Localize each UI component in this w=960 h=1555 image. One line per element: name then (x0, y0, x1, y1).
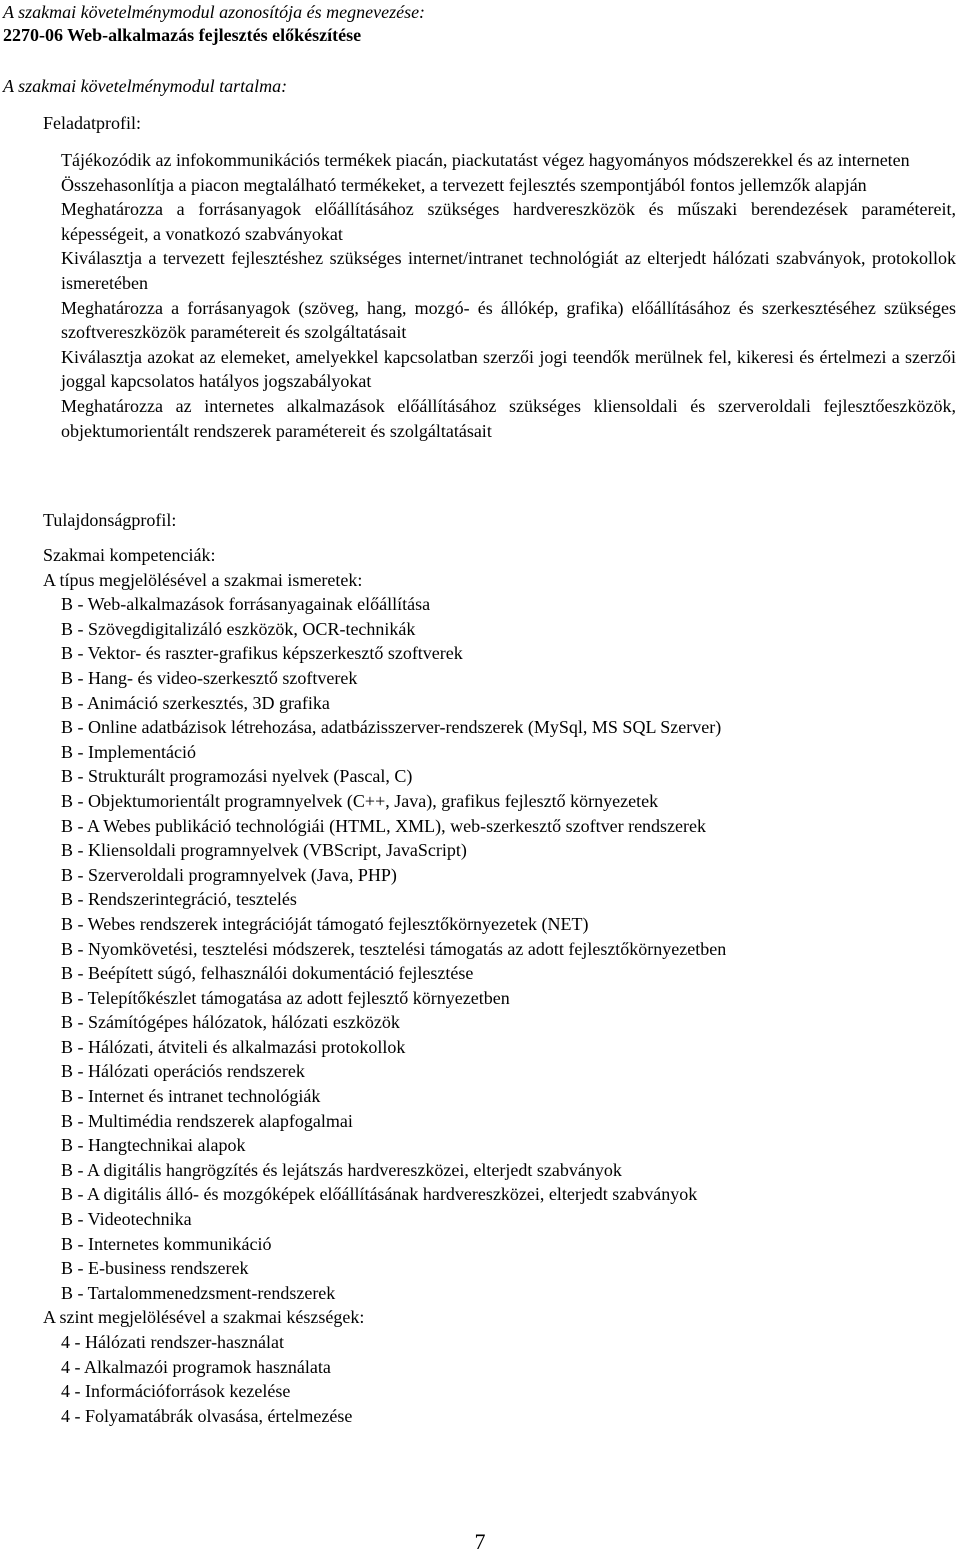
task-item: Kiválasztja a tervezett fejlesztéshez szükséges internet/intranet technológiát az elterjedt hálózati szabványok, protokollok ismeretében (61, 248, 956, 293)
task-item: Tájékozódik az infokommunikációs termékek piacán, piackutatást végez hagyományos módszerekkel és az interneten (61, 150, 910, 170)
knowledge-item: B - Webes rendszerek integrációját támogató fejlesztőkörnyezetek (NET) (61, 913, 589, 934)
knowledge-heading: A típus megjelölésével a szakmai ismeretek: (43, 569, 363, 590)
knowledge-item: B - A digitális hangrögzítés és lejátszás hardvereszközei, elterjedt szabványok (61, 1159, 622, 1180)
task-item: Meghatározza az internetes alkalmazások előállításához szükséges kliensoldali és szerveroldali fejlesztőeszközök, objektumorientált rendszerek paramétereit és szolgáltatásait (61, 395, 956, 441)
knowledge-item: B - Kliensoldali programnyelvek (VBScript, JavaScript) (61, 840, 467, 861)
knowledge-item: B - Implementáció (61, 741, 196, 762)
knowledge-item: B - Strukturált programozási nyelvek (Pascal, C) (61, 766, 413, 787)
task-profile-heading: Feladatprofil: (43, 113, 141, 133)
skill-item: 4 - Hálózati rendszer-használat (61, 1332, 285, 1352)
knowledge-item: B - Számítógépes hálózatok, hálózati eszközök (61, 1012, 400, 1033)
task-item: Meghatározza a forrásanyagok (szöveg, hang, mozgó- és állókép, grafika) előállításához és szerkesztéséhez szükséges szoftvereszközök paramétereit és szolgáltatásait (61, 297, 956, 343)
skills-list (43, 1330, 943, 1428)
skill-item: 4 - Információforrások kezelése (61, 1381, 291, 1402)
knowledge-item: B - A Webes publikáció technológiái (HTML, XML), web-szerkesztő szoftver rendszerek (61, 815, 707, 836)
knowledge-item: B - Hangtechnikai alapok (61, 1135, 246, 1156)
knowledge-item: B - Internetes kommunikáció (61, 1233, 272, 1254)
knowledge-item: B - Hálózati operációs rendszerek (61, 1061, 305, 1082)
knowledge-item: B - E-business rendszerek (61, 1258, 249, 1279)
knowledge-item: B - Nyomkövetési, tesztelési módszerek, tesztelési támogatás az adott fejlesztőkörnyezetben (61, 938, 727, 959)
property-profile-heading: Tulajdonságprofil: (43, 510, 177, 530)
knowledge-item: B - Beépített súgó, felhasználói dokumentáció fejlesztése (61, 963, 474, 984)
knowledge-item: B - Hálózati, átviteli és alkalmazási protokollok (61, 1036, 406, 1057)
task-profile-list (61, 148, 956, 443)
knowledge-list (43, 592, 943, 1305)
knowledge-item: B - Web-alkalmazások forrásanyagainak előállítása (61, 594, 431, 615)
skills-heading: A szint megjelölésével a szakmai készségek: (43, 1307, 365, 1328)
task-item: Meghatározza a forrásanyagok előállításához szükséges hardvereszközök és műszaki berendezések paramétereit, képességeit, a vonatkozó szabványokat (61, 199, 956, 244)
knowledge-item: B - A digitális álló- és mozgóképek előállításának hardvereszközei, elterjedt szabványok (61, 1184, 698, 1205)
knowledge-item: B - Szerveroldali programnyelvek (Java, PHP) (61, 864, 397, 885)
skill-item: 4 - Folyamatábrák olvasása, értelmezése (61, 1405, 353, 1426)
knowledge-item: B - Rendszerintegráció, tesztelés (61, 889, 297, 910)
knowledge-item: B - Szövegdigitalizáló eszközök, OCR-technikák (61, 618, 416, 639)
competencies-heading: Szakmai kompetenciák: (43, 545, 216, 565)
competencies-block (43, 543, 943, 1428)
module-content-label: A szakmai követelménymodul tartalma: (3, 76, 288, 96)
knowledge-item: B - Videotechnika (61, 1209, 192, 1230)
knowledge-item: B - Tartalommenedzsment-rendszerek (61, 1282, 336, 1303)
knowledge-item: B - Multimédia rendszerek alapfogalmai (61, 1110, 353, 1131)
knowledge-item: B - Animáció szerkesztés, 3D grafika (61, 692, 330, 713)
module-label: A szakmai követelménymodul azonosítója és megnevezése: (3, 2, 426, 22)
knowledge-item: B - Telepítőkészlet támogatása az adott fejlesztő környezetben (61, 987, 510, 1008)
page-number: 7 (474, 1529, 486, 1554)
knowledge-item: B - Hang- és video-szerkesztő szoftverek (61, 667, 358, 688)
knowledge-item: B - Vektor- és raszter-grafikus képszerkesztő szoftverek (61, 643, 463, 664)
module-title: 2270-06 Web-alkalmazás fejlesztés előkészítése (3, 25, 362, 45)
knowledge-item: B - Objektumorientált programnyelvek (C++, Java), grafikus fejlesztő környezetek (61, 790, 659, 811)
knowledge-item: B - Online adatbázisok létrehozása, adatbázisszerver-rendszerek (MySql, MS SQL Szerver) (61, 717, 722, 738)
task-item: Összehasonlítja a piacon megtalálható termékeket, a tervezett fejlesztés szempontjából fontos jellemzők alapján (61, 174, 867, 195)
knowledge-item: B - Internet és intranet technológiák (61, 1086, 321, 1107)
skill-item: 4 - Alkalmazói programok használata (61, 1356, 331, 1377)
task-item: Kiválasztja azokat az elemeket, amelyekkel kapcsolatban szerzői jogi teendők merülnek fel, kikeresi és értelmezi a szerzői joggal kapcsolatos hatályos jogszabályokat (61, 346, 956, 392)
